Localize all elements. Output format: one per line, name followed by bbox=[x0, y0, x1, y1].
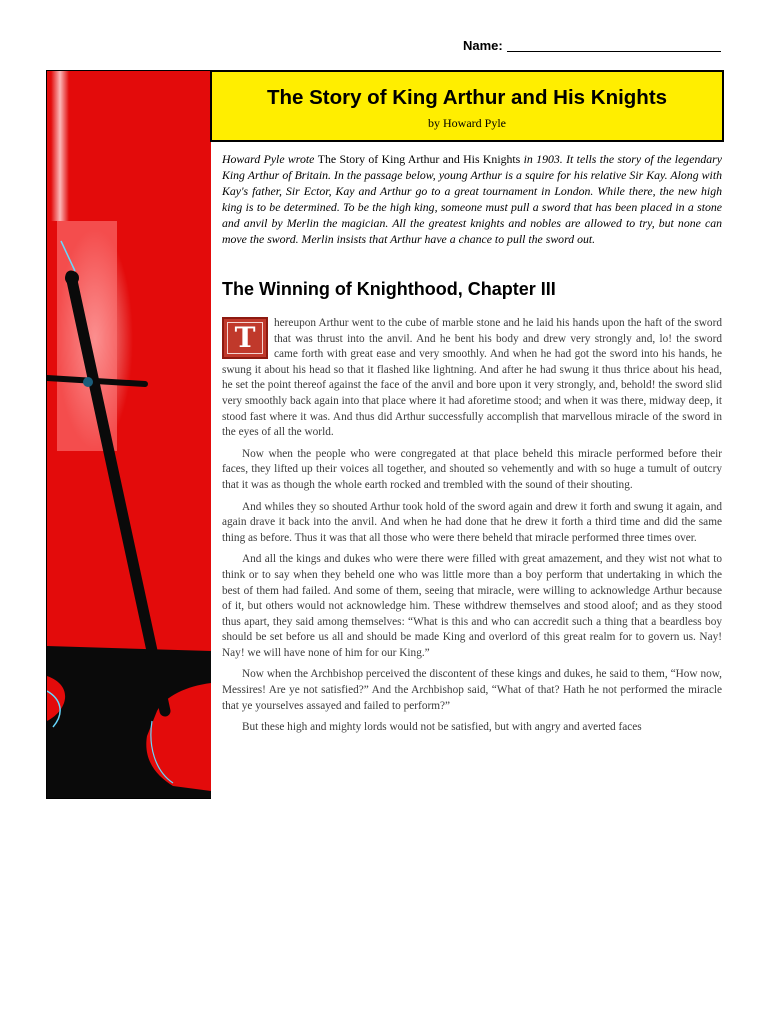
name-field[interactable] bbox=[463, 38, 721, 53]
light-beam bbox=[51, 71, 69, 221]
intro-text-part2: in 1903. It tells the story of the legendary King Arthur of Britain. In the passage below, young Arthur is a squire for his relative Sir Kay. Along with Kay's father, Sir Ector, Kay and Arthur go to a great tournament in London. While there, the new high king is to be determined. To be the high king, someone must pull a sword that has been placed in a stone and anvil by Merlin the magician. All the greatest knights and nobles are allowed to try, but none can move the sword. Merlin insists that Arthur have a chance to pull the sword out. bbox=[222, 152, 722, 246]
crossguard-gem bbox=[83, 377, 93, 387]
story-paragraph: Now when the Archbishop perceived the discontent of these kings and dukes, he said to them, “How now, Messires! Are ye not satisfied?” And the Archbishop said, “What of that? Hath he not performed the miracle that ye yourselves assayed and failed to perform?” bbox=[222, 668, 722, 712]
drop-cap-initial bbox=[222, 317, 268, 359]
name-blank-line[interactable] bbox=[507, 39, 721, 52]
story-paragraph-text: hereupon Arthur went to the cube of marble stone and he laid his hands upon the haft of the sword that was thrust into the anvil. And he bent his body and drew very strongly and, lo! the sword came forth with great ease and very smoothly. And when he had got the sword into his hands, he swung it about his head so that it flashed like lightning. And after he had swung it thus thrice about his head, he set the point thereof against the face of the anvil and bore upon it very strongly, and, behold! the sword slid very smoothly back again into that place where it had aforetime stood; and when it was there, midway deep, it stood fast where it was. And thus did Arthur successfully accomplish that marvellous miracle of the sword in the eyes of all the world. bbox=[222, 317, 722, 439]
book-title: The Story of King Arthur and His Knights bbox=[317, 152, 521, 166]
story-paragraph: And all the kings and dukes who were there were filled with great amazement, and they wist not what to think or to say when they beheld one who was little more than a boy perform that undertaking in which the best of them had failed. And some of them, seeing that miracle, were willing to acknowledge Arthur because of it, but others would not acknowledge him. These withdrew themselves and stood aloof; and as they stood thus apart, they said among themselves: “What is this and who can accredit such a thing that a beardless boy should be set before us all and should be made King and overlord of this great realm for to govern us. Nay! Nay! we will have none of him for our King.” bbox=[222, 553, 722, 659]
sword-in-anvil-illustration bbox=[46, 70, 211, 799]
intro-text-part1: Howard Pyle wrote bbox=[222, 152, 318, 166]
story-paragraph: Now when the people who were congregated at that place beheld this miracle performed before their faces, they lifted up their voices all together, and shouted so vehemently and with so huge a tumult of outcry that it was as though the whole earth rocked and trembled with the sound of their shouting. bbox=[222, 447, 722, 491]
chapter-heading: The Winning of Knighthood, Chapter III bbox=[222, 279, 556, 299]
page-title: The Story of King Arthur and His Knights bbox=[266, 86, 668, 109]
name-label: Name: bbox=[463, 38, 503, 53]
drop-cap-letter: T bbox=[227, 322, 263, 354]
author-line: by Howard Pyle bbox=[428, 116, 506, 130]
story-paragraph: And whiles they so shouted Arthur took hold of the sword again and drew it forth and swung it again, and again drave it back into the anvil. And when he had done that he drew it forth a third time and did the same thing as before. Thus it was that all those who were there beheld that miracle performed three times over. bbox=[222, 500, 722, 544]
story-text bbox=[222, 316, 722, 741]
intro-paragraph bbox=[222, 151, 722, 247]
title-banner bbox=[210, 70, 724, 142]
sword-pommel bbox=[65, 271, 79, 285]
story-paragraph: But these high and mighty lords would not be satisfied, but with angry and averted faces bbox=[242, 721, 642, 734]
story-paragraph bbox=[222, 316, 722, 441]
